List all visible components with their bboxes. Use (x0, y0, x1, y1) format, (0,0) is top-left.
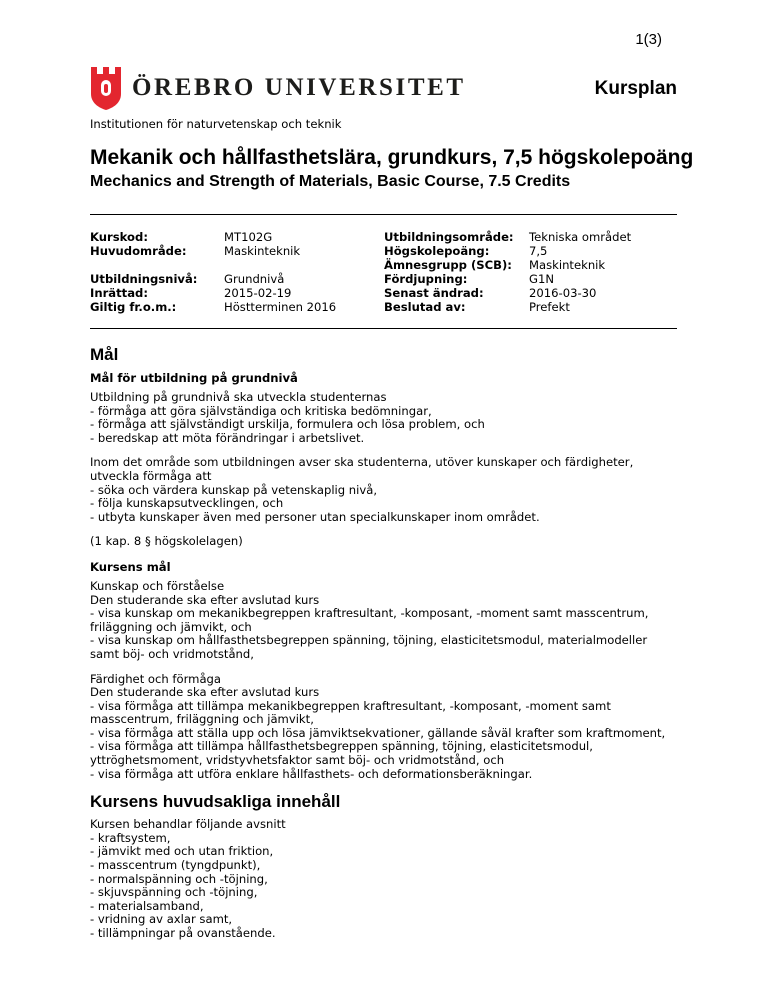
text-line: - visa förmåga att ställa upp och lösa jämviktsekvationer, gällande såväl krafter som kraftmoment, (90, 725, 666, 740)
institution-name: Institutionen för naturvetenskap och teknik (90, 117, 342, 131)
university-crest-icon (90, 66, 122, 110)
logo-wordmark: ÖREBRO UNIVERSITET (132, 74, 466, 101)
text-line: - jämvikt med och utan friktion, (90, 844, 274, 859)
meta-label: Huvudområde: (90, 244, 187, 258)
meta-labels-left (90, 230, 197, 314)
text-line: - visa kunskap om mekanikbegreppen kraftresultant, -komposant, -moment samt masscentrum, (90, 606, 649, 621)
text-line: samt böj- och vridmotstånd, (90, 646, 254, 661)
meta-label: Giltig fr.o.m.: (90, 300, 177, 314)
text-line: - masscentrum (tyngdpunkt), (90, 858, 261, 873)
page-number: 1(3) (635, 31, 662, 48)
divider-bottom (90, 328, 677, 329)
section-heading-mal: Mål (90, 345, 119, 364)
course-content (90, 345, 690, 952)
text-line: - vridning av axlar samt, (90, 912, 233, 927)
text-line: Kunskap och förståelse (90, 578, 225, 593)
text-line: - förmåga att självständigt urskilja, formulera och lösa problem, och (90, 417, 485, 432)
text-line: - söka och värdera kunskap på vetenskaplig nivå, (90, 482, 378, 497)
meta-value: 7,5 (529, 244, 548, 258)
text-line: - tillämpningar på ovanstående. (90, 926, 276, 940)
course-title-swedish: Mekanik och hållfasthetslära, grundkurs, 7,5 högskolepoäng (90, 146, 694, 169)
paragraph (90, 673, 690, 782)
meta-value: Tekniska området (529, 230, 632, 244)
text-line: utveckla förmåga att (90, 468, 212, 483)
meta-label: Inrättad: (90, 286, 148, 300)
meta-value: 2015-02-19 (224, 286, 292, 300)
meta-label: Beslutad av: (384, 300, 466, 314)
text-line: - normalspänning och -töjning, (90, 871, 268, 886)
text-line: (1 kap. 8 § högskolelagen) (90, 534, 243, 549)
text-line: masscentrum, friläggning och jämvikt, (90, 712, 314, 727)
text-line: Färdighet och förmåga (90, 671, 222, 686)
text-line: - visa förmåga att tillämpa mekanikbegreppen kraftresultant, -komposant, -moment samt (90, 698, 611, 713)
meta-values-right (529, 230, 631, 314)
course-title-english: Mechanics and Strength of Materials, Basic Course, 7.5 Credits (90, 173, 571, 190)
section-heading-innehall: Kursens huvudsakliga innehåll (90, 792, 341, 812)
text-line: - följa kunskapsutvecklingen, och (90, 496, 284, 511)
paragraph (90, 818, 690, 940)
text-line: - materialsamband, (90, 898, 204, 913)
meta-label: Kurskod: (90, 230, 148, 244)
text-line: Kursen behandlar följande avsnitt (90, 817, 286, 832)
text-line: - beredskap att möta förändringar i arbetslivet. (90, 430, 365, 445)
text-line: - visa förmåga att utföra enklare hållfasthets- och deformationsberäkningar. (90, 766, 533, 781)
meta-value: 2016-03-30 (529, 286, 597, 300)
text-line: - utbyta kunskaper även med personer utan specialkunskaper inom området. (90, 509, 540, 524)
paragraph (90, 456, 690, 524)
university-logo (90, 66, 466, 110)
meta-label: Ämnesgrupp (SCB): (384, 258, 512, 272)
meta-value: Grundnivå (224, 272, 285, 286)
divider-top (90, 214, 677, 215)
meta-label: Senast ändrad: (384, 286, 484, 300)
meta-value: Maskinteknik (224, 244, 301, 258)
text-line: Inom det område som utbildningen avser ska studenterna, utöver kunskaper och färdigheter, (90, 455, 634, 470)
meta-label: Högskolepoäng: (384, 244, 490, 258)
text-line: - visa förmåga att tillämpa hållfasthetsbegreppen spänning, töjning, elasticitetsmodul, (90, 739, 593, 754)
text-line: - kraftsystem, (90, 830, 171, 845)
meta-labels-right (384, 230, 514, 314)
meta-value: Prefekt (529, 300, 570, 314)
meta-label: Fördjupning: (384, 272, 468, 286)
text-line: - förmåga att göra självständiga och kritiska bedömningar, (90, 403, 432, 418)
meta-label: Utbildningsområde: (384, 230, 514, 244)
text-line: - visa kunskap om hållfasthetsbegreppen spänning, töjning, elasticitetsmodul, materialmodeller (90, 633, 648, 648)
text-line: - skjuvspänning och -töjning, (90, 885, 258, 900)
meta-label: Utbildningsnivå: (90, 272, 198, 286)
text-line: yttröghetsmoment, vridstyvhetsfaktor samt böj- och vridmotstånd, och (90, 753, 505, 768)
paragraph (90, 391, 690, 445)
text-line: Den studerande ska efter avslutad kurs (90, 685, 320, 700)
paragraph (90, 580, 690, 662)
subheading-kursens-mal: Kursens mål (90, 559, 171, 574)
meta-value: Höstterminen 2016 (224, 300, 337, 314)
meta-values-left (224, 230, 336, 314)
text-line: Den studerande ska efter avslutad kurs (90, 592, 320, 607)
document-type: Kursplan (594, 78, 677, 99)
text-line: friläggning och jämvikt, och (90, 619, 252, 634)
meta-value: MT102G (224, 230, 273, 244)
paragraph (90, 535, 690, 549)
text-line: Utbildning på grundnivå ska utveckla studenternas (90, 390, 387, 404)
meta-value: Maskinteknik (529, 258, 606, 272)
subheading-grundniva: Mål för utbildning på grundnivå (90, 371, 298, 385)
meta-value: G1N (529, 272, 555, 286)
